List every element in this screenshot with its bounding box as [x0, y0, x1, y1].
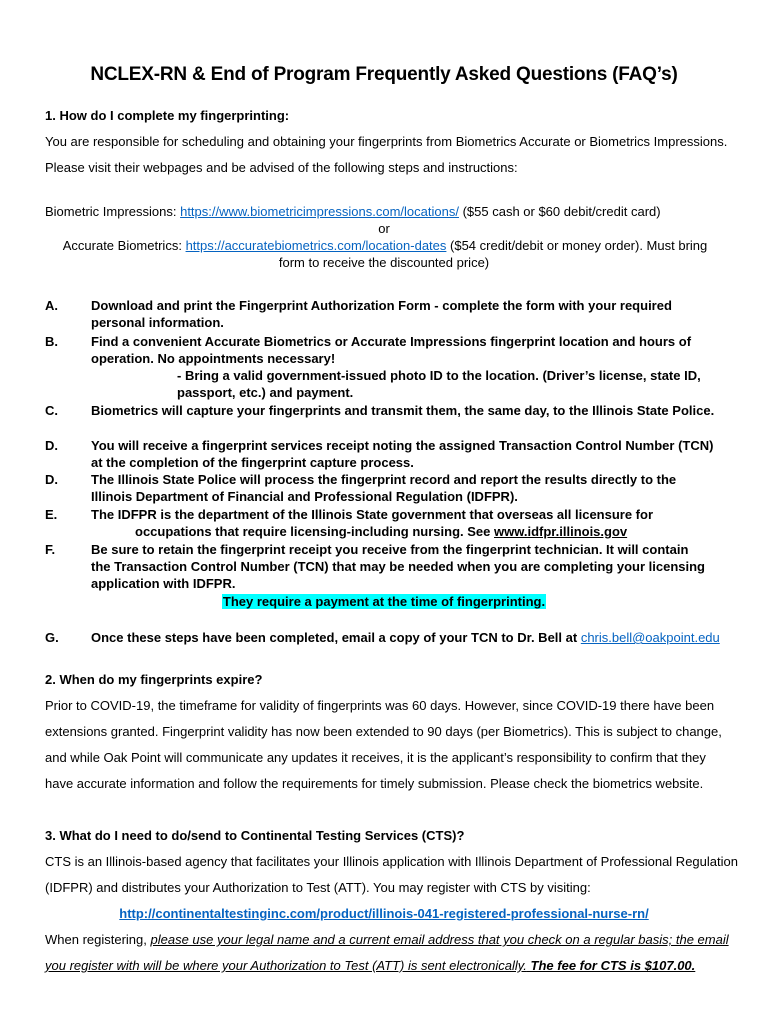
cts-url-line — [0, 906, 768, 921]
step-text-b: occupations that require licensing-including nursing. See — [135, 524, 494, 539]
cts-link[interactable]: http://continentaltestinginc.com/product/illinois-041-registered-professional-nurse-rn/ — [119, 906, 649, 921]
step-letter: E. — [45, 507, 58, 522]
step-letter: G. — [45, 630, 59, 645]
step-text — [91, 506, 716, 540]
payment-note — [0, 594, 768, 609]
step-text: Biometrics will capture your fingerprints and transmit them, the same day, to the Illinois State Police. — [91, 403, 715, 418]
q1-paragraph-2: Please visit their webpages and be advised of the following steps and instructions: — [45, 160, 518, 175]
step-text: - Bring a valid government-issued photo ID to the location. (Driver’s license, state ID, passport, etc.) and payment. — [177, 368, 701, 400]
q2-line-2: extensions granted. Fingerprint validity has now been extended to 90 days (per Biometrics). This is subject to change, — [45, 724, 722, 739]
impressions-label: Biometric Impressions: — [45, 204, 181, 219]
step-text: Find a convenient Accurate Biometrics or Accurate Impressions fingerprint location and hours of operation. No appointments necessary! — [91, 334, 692, 366]
q3-register-line-1 — [45, 932, 735, 947]
q2-line-3: and while Oak Point will communicate any updates it receives, it is the applicant’s responsibility to confirm that they — [45, 750, 706, 765]
accurate-link[interactable]: https://accuratebiometrics.com/location-dates — [185, 238, 447, 253]
bell-email-link[interactable]: chris.bell@oakpoint.edu — [580, 630, 720, 645]
q1-heading: 1. How do I complete my fingerprinting: — [45, 108, 290, 123]
q3-line-2: (IDFPR) and distributes your Authorization to Test (ATT). You may register with CTS by visiting: — [45, 880, 591, 895]
q2-line-1: Prior to COVID-19, the timeframe for validity of fingerprints was 60 days. However, since COVID-19 there have been — [45, 698, 715, 713]
step-letter: F. — [45, 542, 56, 557]
q2-line-4: have accurate information and follow the requirements for timely submission. Please check the biometrics website. — [45, 776, 704, 791]
impressions-line — [45, 204, 735, 219]
register-intro: When registering, — [45, 932, 151, 947]
accurate-price-cont: form to receive the discounted price) — [278, 255, 490, 270]
step-letter: D. — [45, 472, 58, 487]
idfpr-website[interactable]: www.idfpr.illinois.gov — [494, 524, 628, 539]
step-text: Download and print the Fingerprint Authorization Form - complete the form with your required personal information. — [91, 298, 672, 330]
step-letter: A. — [45, 298, 58, 313]
payment-highlight: They require a payment at the time of fingerprinting. — [222, 594, 546, 609]
step-letter: B. — [45, 334, 58, 349]
accurate-price: ($54 credit/debit or money order). Must bring — [446, 238, 708, 253]
q3-register-line-2 — [45, 958, 735, 973]
step-text — [91, 629, 731, 646]
impressions-price: ($55 cash or $60 debit/credit card) — [458, 204, 661, 219]
q1-paragraph-1: You are responsible for scheduling and obtaining your fingerprints from Biometrics Accurate or Biometrics Impressions. — [45, 134, 728, 149]
step-letter: C. — [45, 403, 58, 418]
cts-fee: The fee for CTS is $107.00. — [526, 958, 696, 973]
impressions-link[interactable]: https://www.biometricimpressions.com/locations/ — [180, 204, 459, 219]
step-text-a: The IDFPR is the department of the Illinois State government that overseas all licensure for — [91, 507, 654, 522]
step-text: You will receive a fingerprint services receipt noting the assigned Transaction Control Number (TCN) at the completion of the fingerprint capture process. — [91, 438, 714, 470]
or-text: or — [378, 221, 390, 236]
q2-heading: 2. When do my fingerprints expire? — [45, 672, 263, 687]
step-text: Be sure to retain the fingerprint receipt you receive from the fingerprint technician. It will contain the Transaction Control Number (TCN) that may be needed when you are completing your licensing application with IDFPR. — [91, 542, 705, 591]
step-letter: D. — [45, 438, 58, 453]
accurate-label: Accurate Biometrics: — [62, 238, 186, 253]
q3-line-1: CTS is an Illinois-based agency that facilitates your Illinois application with Illinois Department of Professional Regulation — [45, 854, 738, 869]
q3-heading: 3. What do I need to do/send to Continental Testing Services (CTS)? — [45, 828, 465, 843]
page-title: NCLEX-RN & End of Program Frequently Asked Questions (FAQ’s) — [90, 64, 678, 85]
step-g-text: Once these steps have been completed, email a copy of your TCN to Dr. Bell at — [91, 630, 581, 645]
step-text: The Illinois State Police will process the fingerprint record and report the results directly to the Illinois Department of Financial and Professional Regulation (IDFPR). — [91, 472, 677, 504]
register-instructions-cont: you register with will be where your Authorization to Test (ATT) is sent electronically. — [45, 958, 527, 973]
accurate-line — [15, 238, 755, 253]
register-instructions: please use your legal name and a current email address that you check on a regular basis; the email — [150, 932, 729, 947]
